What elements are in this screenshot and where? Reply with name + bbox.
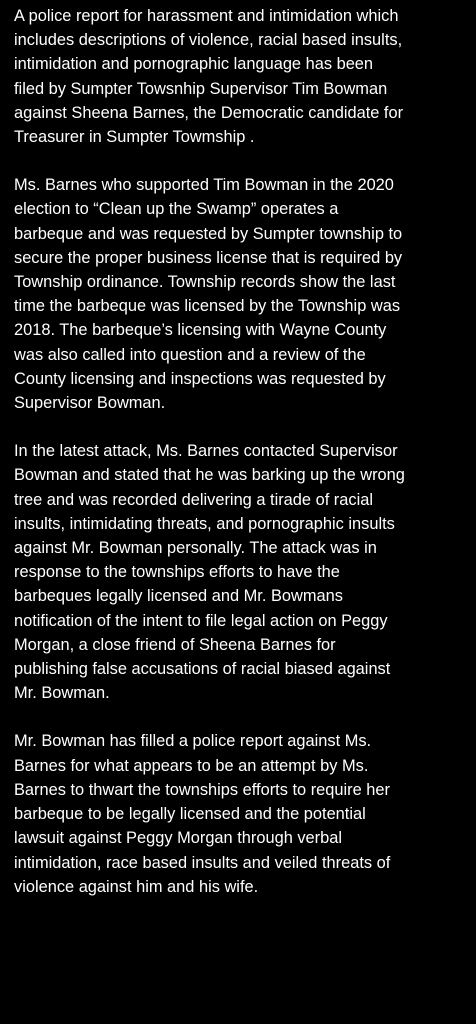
paragraph-latest-attack (14, 439, 466, 705)
text-line: includes descriptions of violence, racial based insults, (14, 31, 403, 50)
text-line: 2018. The barbeque’s licensing with Wayne County (14, 321, 387, 340)
text-line: intimidation and pornographic language has been (14, 55, 374, 74)
text-line: Barnes for what appears to be an attempt by Ms. (14, 756, 369, 775)
text-line: barbeque to be legally licensed and the potential (14, 805, 366, 824)
text-line: Bowman and stated that he was barking up the wrong (14, 466, 405, 485)
text-line: filed by Sumpter Towsnhip Supervisor Tim Bowman (14, 79, 388, 98)
text-line: Morgan, a close friend of Sheena Barnes for (14, 635, 336, 654)
paragraph-police-report-filed (14, 729, 466, 898)
text-line: A police report for harassment and intimidation which (14, 7, 399, 25)
text-line: against Sheena Barnes, the Democratic candidate for (14, 103, 404, 122)
text-line: was also called into question and a review of the (14, 345, 366, 364)
text-line: Township ordinance. Township records show the last (14, 273, 396, 292)
text-line: publishing false accusations of racial biased against (14, 660, 391, 679)
text-line: intimidation, race based insults and veiled threats of (14, 853, 391, 872)
text-line: Mr. Bowman. (14, 684, 110, 703)
text-line: secure the proper business license that is required by (14, 248, 403, 267)
text-line: violence against him and his wife. (14, 877, 259, 896)
text-line: Treasurer in Sumpter Towmship . (14, 128, 255, 147)
text-line: notification of the intent to file legal action on Peggy (14, 611, 388, 630)
text-line: response to the townships efforts to have the (14, 563, 340, 582)
text-line: barbeque and was requested by Sumpter township to (14, 224, 403, 243)
text-line: barbeques legally licensed and Mr. Bowmans (14, 587, 343, 606)
text-line: election to “Clean up the Swamp” operates a (14, 200, 339, 219)
paragraph-barbeque-license (14, 173, 466, 415)
text-line: insults, intimidating threats, and pornographic insults (14, 514, 395, 533)
text-line: In the latest attack, Ms. Barnes contacted Supervisor (14, 442, 398, 461)
text-line: Ms. Barnes who supported Tim Bowman in the 2020 (14, 176, 394, 195)
text-line: Supervisor Bowman. (14, 394, 166, 413)
text-line: Mr. Bowman has filled a police report against Ms. (14, 732, 372, 751)
text-line: Barnes to thwart the townships efforts to require her (14, 780, 390, 799)
text-line: time the barbeque was licensed by the Township was (14, 297, 401, 316)
text-line: lawsuit against Peggy Morgan through verbal (14, 829, 343, 848)
text-line: County licensing and inspections was requested by (14, 369, 386, 388)
paragraph-police-report (14, 4, 466, 149)
text-line: against Mr. Bowman personally. The attack was in (14, 539, 377, 558)
text-line: tree and was recorded delivering a tirade of racial (14, 490, 373, 509)
